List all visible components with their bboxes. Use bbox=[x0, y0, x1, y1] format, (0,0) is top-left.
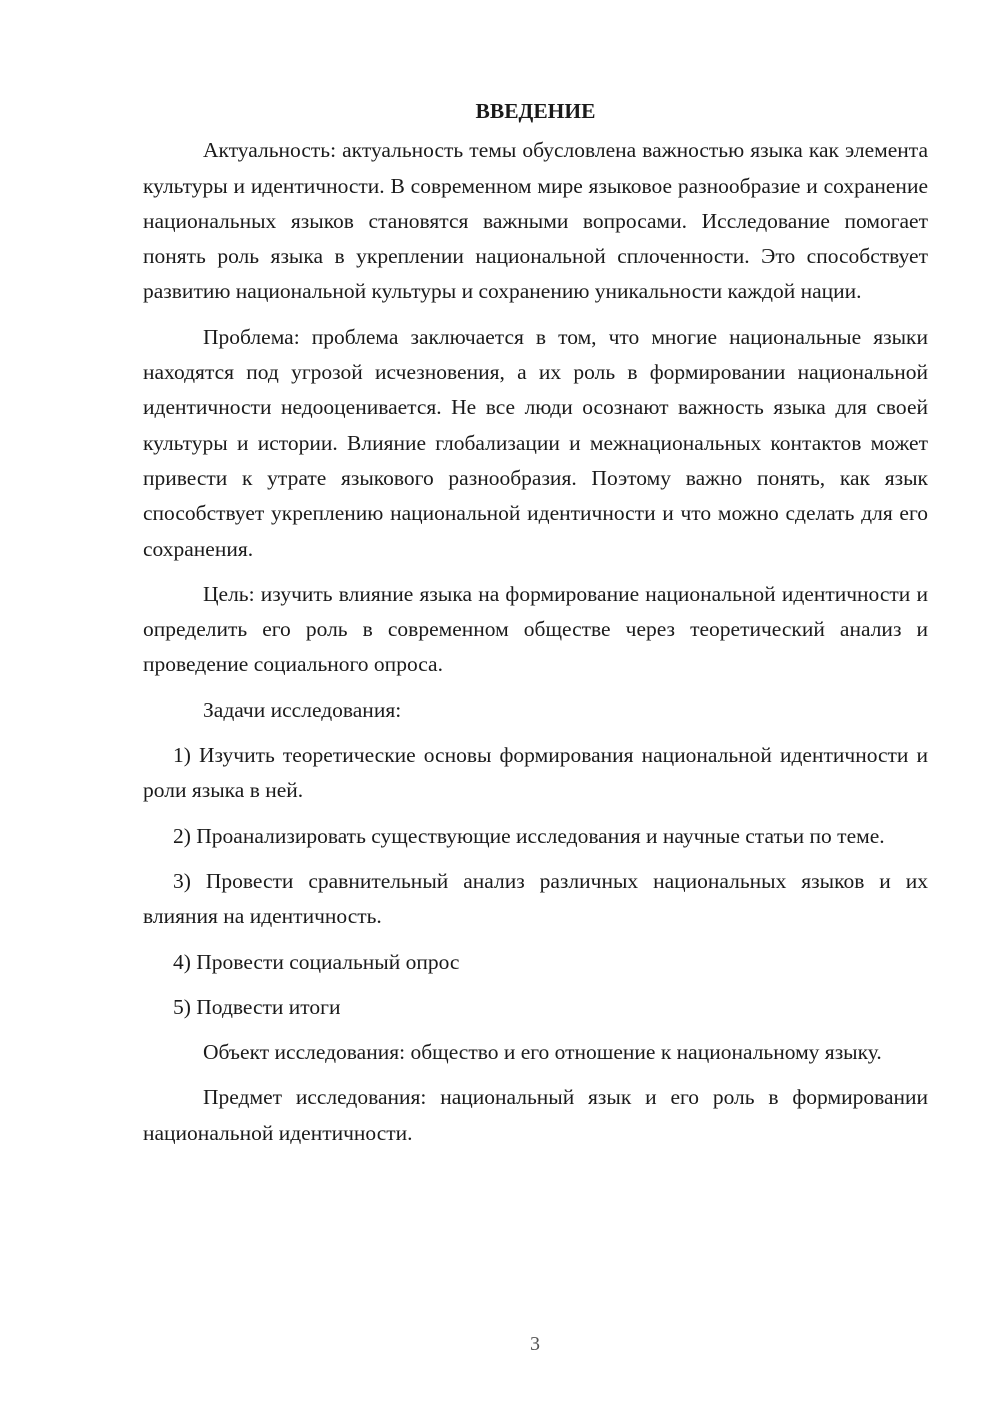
task-item: 2) Проанализировать существующие исследования и научные статьи по теме. bbox=[173, 823, 885, 848]
document-page bbox=[143, 94, 928, 1161]
page-number: 3 bbox=[530, 1333, 540, 1355]
task-item: 4) Провести социальный опрос bbox=[173, 949, 460, 974]
tasks-heading: Задачи исследования: bbox=[203, 697, 402, 722]
object-paragraph: Объект исследования: общество и его отношение к национальному языку. bbox=[203, 1040, 882, 1065]
task-item: 3) Провести сравнительный анализ различных национальных языков и их влияния на идентичность. bbox=[143, 868, 928, 929]
task-item: 1) Изучить теоретические основы формирования национальной идентичности и роли языка в ней. bbox=[143, 743, 928, 803]
task-item: 5) Подвести итоги bbox=[173, 994, 341, 1019]
subject-paragraph: Предмет исследования: национальный язык и его роль в формировании национальной идентичности. bbox=[143, 1085, 928, 1145]
goal-paragraph: Цель: изучить влияние языка на формирование национальной идентичности и определить его роль в современном обществе через теоретический анализ и проведение социального опроса. bbox=[143, 581, 928, 677]
problem-paragraph: Проблема: проблема заключается в том, что многие национальные языки находятся под угрозой исчезновения, а их роль в формировании национальной идентичности недооценивается. Не все люди осознают важность языка для своей культуры и истории. Влияние глобализации и межнациональных контактов может привести к утрате языкового разнообразия. Поэтому важно понять, как язык способствует укреплению национальной идентичности и что можно сделать для его сохранения. bbox=[143, 324, 928, 561]
section-title: ВВЕДЕНИЕ bbox=[475, 99, 596, 123]
relevance-paragraph: Актуальность: актуальность темы обусловлена важностью языка как элемента культуры и идентичности. В современном мире языковое разнообразие и сохранение национальных языков становятся важными вопросами. Исследование помогает понять роль языка в укреплении национальной сплоченности. Это способствует развитию национальной культуры и сохранению уникальности каждой нации. bbox=[143, 138, 928, 304]
